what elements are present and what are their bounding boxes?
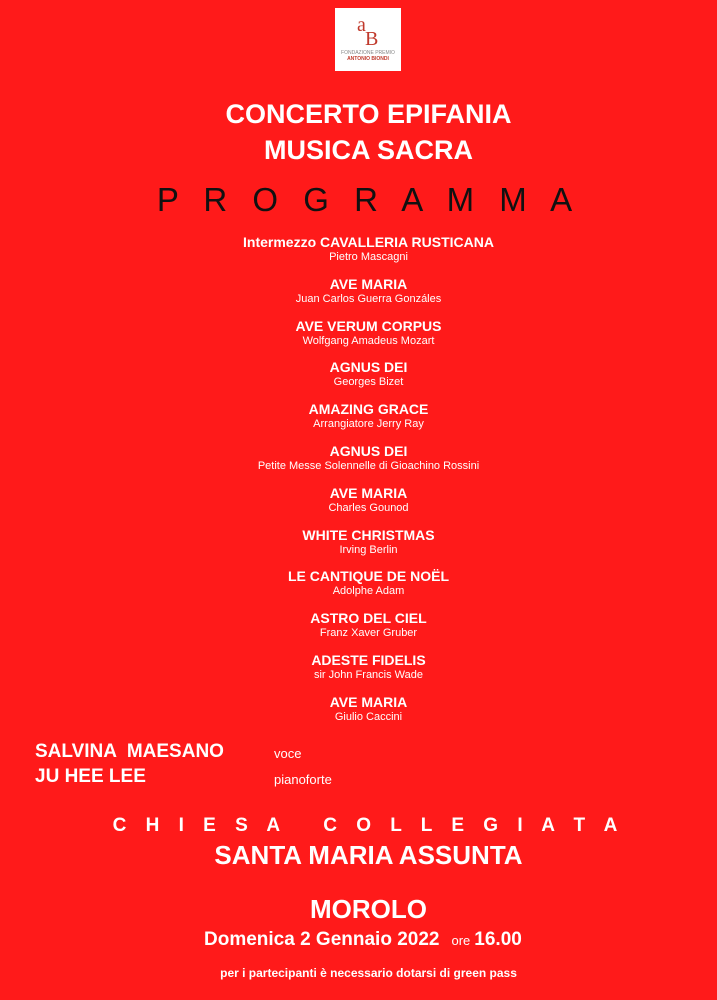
piece-author: Giulio Caccini <box>334 710 403 723</box>
piece-author: Arrangiatore Jerry Ray <box>313 418 424 431</box>
logo-line-1: FONDAZIONE PREMIO <box>341 50 395 56</box>
piece-author: Pietro Mascagni <box>329 251 408 263</box>
program-item <box>0 610 717 652</box>
piece-title: AVE MARIA <box>329 693 408 710</box>
svg-text:a: a <box>357 14 366 36</box>
piece-title: AVE MARIA <box>329 484 408 501</box>
program-item <box>0 401 717 443</box>
piece-title: AGNUS DEI <box>329 442 408 459</box>
svg-text:B: B <box>365 28 379 48</box>
piece-author: Petite Messe Solennelle di Gioachino Rossini <box>257 459 480 472</box>
date-text: Domenica 2 Gennaio 2022 <box>204 929 440 950</box>
piece-title: WHITE CHRISTMAS <box>302 526 435 543</box>
green-pass-note: per i partecipanti è necessario dotarsi di green pass <box>220 966 517 980</box>
piece-title: ADESTE FIDELIS <box>311 651 426 668</box>
piece-title: LE CANTIQUE DE NOËL <box>287 568 449 585</box>
program-item <box>0 276 717 318</box>
piece-title: AGNUS DEI <box>329 359 408 376</box>
performer-name: SALVINA MAESANO <box>35 741 224 762</box>
piece-author: Wolfgang Amadeus Mozart <box>302 334 435 347</box>
concert-title: CONCERTO EPIFANIA <box>225 99 512 129</box>
piece-author: Franz Xaver Gruber <box>319 627 418 640</box>
concert-subtitle: MUSICA SACRA <box>264 135 473 165</box>
program-item <box>0 527 717 569</box>
venue-name: SANTA MARIA ASSUNTA <box>214 840 523 870</box>
logo-line-2: ANTONIO BIONDI <box>347 56 389 62</box>
piece-author: Irving Berlin <box>339 543 398 556</box>
program-item <box>0 234 717 276</box>
program-item <box>0 652 717 694</box>
program-item <box>0 568 717 610</box>
event-time: 16.00 <box>474 929 522 950</box>
piece-title: AMAZING GRACE <box>308 401 429 418</box>
piece-author: Juan Carlos Guerra Gonzáles <box>295 292 442 305</box>
program-item <box>0 694 717 736</box>
event-date <box>204 929 522 951</box>
time-prefix: ore <box>451 933 471 948</box>
piece-author: Adolphe Adam <box>332 585 405 598</box>
town-name: MOROLO <box>310 894 427 924</box>
performer-name: JU HEE LEE <box>35 766 146 787</box>
venue-type: C H I E S A C O L L E G I A T A <box>112 815 625 836</box>
ab-monogram-icon <box>353 14 383 48</box>
piece-author: Georges Bizet <box>333 376 404 389</box>
program-item <box>0 443 717 485</box>
programma-heading: P R O G R A M M A <box>156 181 581 218</box>
performer-role: pianoforte <box>274 772 332 787</box>
program-list <box>0 234 717 736</box>
program-item <box>0 485 717 527</box>
piece-title: AVE MARIA <box>329 275 408 292</box>
performer-role: voce <box>274 746 302 761</box>
piece-author: sir John Francis Wade <box>313 668 424 681</box>
piece-author: Charles Gounod <box>328 501 409 514</box>
program-item <box>0 318 717 360</box>
piece-title: AVE VERUM CORPUS <box>295 317 442 334</box>
piece-title: ASTRO DEL CIEL <box>310 610 427 627</box>
foundation-logo <box>335 8 401 71</box>
piece-title: Intermezzo CAVALLERIA RUSTICANA <box>243 234 494 250</box>
program-item <box>0 359 717 401</box>
